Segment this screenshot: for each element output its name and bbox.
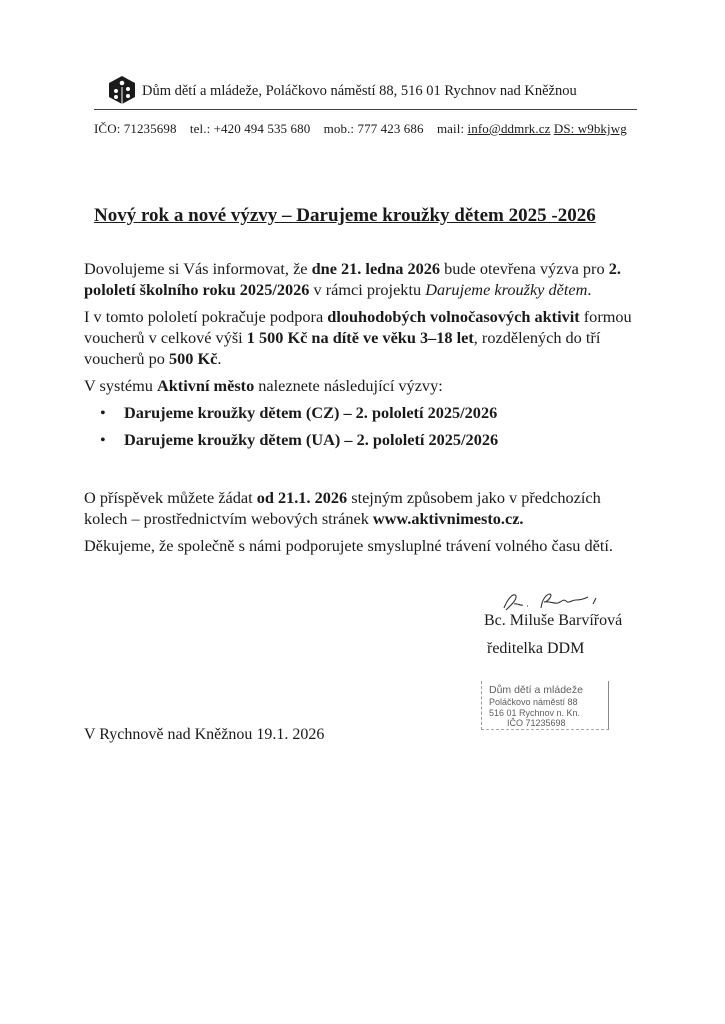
mail-link[interactable]: info@ddmrk.cz: [467, 121, 551, 136]
phone: tel.: +420 494 535 680: [189, 121, 311, 136]
organization-address: Dům dětí a mládeže, Poláčkovo náměstí 88, 516 01 Rychnov nad Kněžnou: [142, 83, 577, 99]
data-box-id: DS: w9bkjwg: [553, 121, 627, 136]
handwritten-signature: [496, 588, 606, 614]
paragraph-announcement: Dovolujeme si Vás informovat, že dne 21. ledna 2026 bude otevřena výzva pro 2. pololetí školního roku 2025/2026 v rámci projektu Darujeme kroužky dětem.: [84, 259, 621, 299]
official-stamp: Dům dětí a mládeže Poláčkovo náměstí 88 516 01 Rychnov n. Kn. IČO 71235698: [481, 681, 609, 733]
letter-body: [84, 258, 644, 556]
organization-logo: [108, 75, 136, 105]
paragraph-system: V systému Aktivní město naleznete následující výzvy:: [84, 376, 443, 395]
paragraph-vouchers: I v tomto pololetí pokračuje podpora dlouhodobých volnočasových aktivit formou voucherů v celkové výši 1 500 Kč na dítě ve věku 3–18 let, rozdělených do tří voucherů po 500 Kč.: [84, 307, 632, 368]
list-item: • Darujeme kroužky dětem (CZ) – 2. pololetí 2025/2026: [100, 403, 498, 422]
contact-line: [94, 121, 627, 137]
mail-label: mail:: [436, 121, 465, 136]
signer-role: ředitelka DDM: [487, 640, 585, 657]
page-title: Nový rok a nové výzvy – Darujeme kroužky dětem 2025 -2026: [94, 205, 596, 226]
ico: IČO: 71235698: [94, 121, 177, 136]
place-and-date: V Rychnově nad Kněžnou 19.1. 2026: [84, 726, 325, 743]
calls-list: [84, 399, 644, 453]
header-divider: [94, 109, 637, 110]
website-link[interactable]: www.aktivnimesto.cz.: [372, 509, 524, 528]
signer-name: Bc. Miluše Barvířová: [484, 612, 623, 629]
list-item: • Darujeme kroužky dětem (UA) – 2. pololetí 2025/2026: [100, 430, 499, 449]
paragraph-thanks: Děkujeme, že společně s námi podporujete smysluplné trávení volného času dětí.: [84, 536, 613, 555]
mobile: mob.: 777 423 686: [323, 121, 424, 136]
paragraph-apply: O příspěvek můžete žádat od 21.1. 2026 stejným způsobem jako v předchozích kolech – prostřednictvím webových stránek www.aktivnimesto.cz.: [84, 488, 601, 528]
